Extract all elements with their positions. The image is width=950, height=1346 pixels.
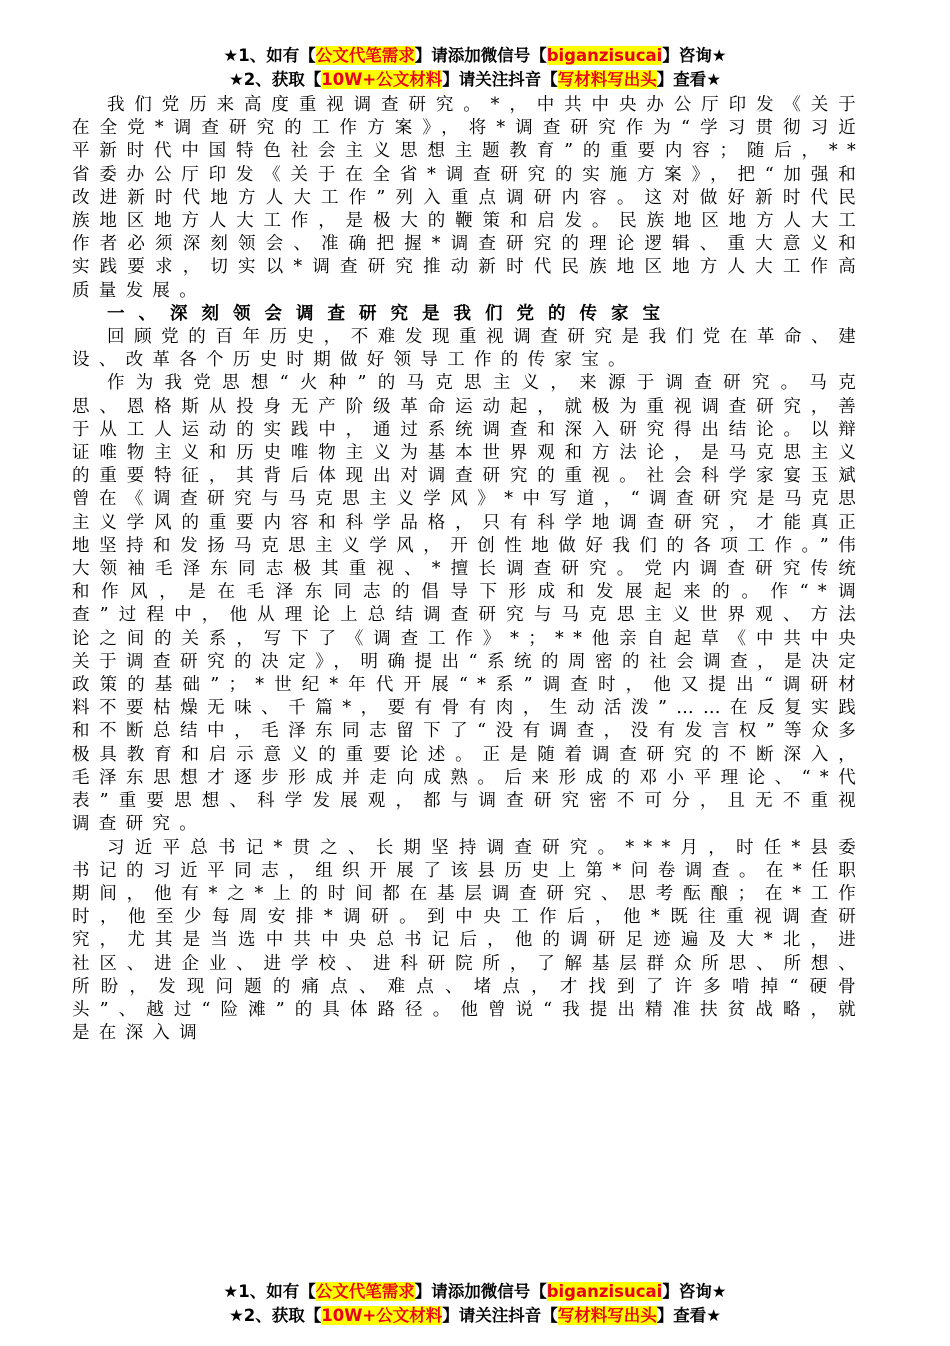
banner-line-1 (0, 44, 950, 68)
banner-line-2 (0, 68, 950, 92)
paragraph-review: 回顾党的百年历史，不难发现重视调查研究是我们党在革命、建设、改革各个历史时期做好领导工作的传家宝。 (72, 327, 865, 371)
banner-text: 】请关注抖音【 (442, 70, 558, 89)
banner-highlight: 10W+公文材料 (321, 1306, 443, 1325)
banner-text: 】请添加微信号【 (414, 46, 547, 65)
header-banner (0, 44, 950, 92)
banner-text: 】查看★ (656, 70, 722, 89)
banner-line-1 (0, 1280, 950, 1304)
banner-text: 】咨询★ (662, 1282, 727, 1301)
banner-highlight: 公文代笔需求 (315, 46, 415, 65)
paragraph-marxism: 作为我党思想“火种”的马克思主义，来源于调查研究。马克思、恩格斯从投身无产阶级革命运动起，就极为重视调查研究，善于从工人运动的实践中，通过系统调查和深入研究得出结论。以辩证唯物主义和历史唯物主义为基本世界观和方法论，是马克思主义的重要特征，其背后体现出对调查研究的重视。社会科学家宴玉斌曾在《调查研究与马克思主义学风》*中写道，“调查研究是马克思主义学风的重要内容和科学品格，只有科学地调查研究，才能真正地坚持和发扬马克思主义学风，开创性地做好我们的各项工作。”伟大领袖毛泽东同志极其重视、*擅长调查研究。党内调查研究传统和作风，是在毛泽东同志的倡导下形成和发展起来的。作“*调查”过程中，他从理论上总结调查研究与马克思主义世界观、方法论之间的关系，写下了《调查工作》*；**他亲自起草《中共中央关于调查研究的决定》，明确提出“系统的周密的社会调查，是决定政策的基础”；*世纪*年代开展“*系”调查时，他又提出“调研材料不要枯燥无味、千篇*，要有骨有肉，生动活泼”……在反复实践和不断总结中，毛泽东同志留下了“没有调查，没有发言权”等众多极具教育和启示意义的重要论述。正是随着调查研究的不断深入，毛泽东思想才逐步形成并走向成熟。后来形成的邓小平理论、“*代表”重要思想、科学发展观，都与调查研究密不可分，且无不重视调查研究。 (72, 373, 865, 835)
banner-text: ★2、获取【 (228, 70, 322, 89)
footer-banner (0, 1280, 950, 1328)
banner-highlight: 写材料写出头 (557, 70, 657, 89)
section-heading: 一、深刻领会调查研究是我们党的传家宝 (107, 303, 674, 324)
banner-text: 】请关注抖音【 (442, 1306, 558, 1325)
document-body (72, 94, 865, 1045)
paragraph-xi: 习近平总书记*贯之、长期坚持调查研究。***月，时任*县委书记的习近平同志，组织开展了该县历史上第*问卷调查。在*任职期间，他有*之*上的时间都在基层调查研究、思考酝酿；在*工作时，他至少每周安排*调研。到中央工作后，他*既往重视调查研究，尤其是当选中共中央总书记后，他的调研足迹遍及大*北，进社区、进企业、进学校、进科研院所，了解基层群众所思、所想、所盼，发现问题的痛点、难点、堵点，才找到了许多啃掉“硬骨头”、越过“险滩”的具体路径。他曾说“我提出精准扶贫战略，就是在深入调 (72, 837, 865, 1044)
banner-text: 】请添加微信号【 (414, 1282, 547, 1301)
banner-text: 】咨询★ (662, 46, 727, 65)
banner-text: ★2、获取【 (228, 1306, 322, 1325)
paragraph-intro: 我们党历来高度重视调查研究。*，中共中央办公厅印发《关于在全党*调查研究的工作方案》，将*调查研究作为“学习贯彻习近平新时代中国特色社会主义思想主题教育”的重要内容；随后，**省委办公厅印发《关于在全省*调查研究的实施方案》，把“加强和改进新时代地方人大工作”列入重点调研内容。这对做好新时代民族地区地方人大工作，是极大的鞭策和启发。民族地区地方人大工作者必须深刻领会、准确把握*调查研究的理论逻辑、重大意义和实践要求，切实以*调查研究推动新时代民族地区地方人大工作高质量发展。 (72, 95, 865, 301)
banner-text: 】查看★ (656, 1306, 722, 1325)
banner-highlight: 公文代笔需求 (315, 1282, 415, 1301)
banner-highlight: 写材料写出头 (557, 1306, 657, 1325)
banner-text: ★1、如有【 (223, 1282, 316, 1301)
banner-line-2 (0, 1304, 950, 1328)
banner-text: ★1、如有【 (223, 46, 316, 65)
banner-highlight: 10W+公文材料 (321, 70, 443, 89)
banner-highlight: biganzisucai (546, 1282, 663, 1301)
banner-highlight: biganzisucai (546, 46, 663, 65)
